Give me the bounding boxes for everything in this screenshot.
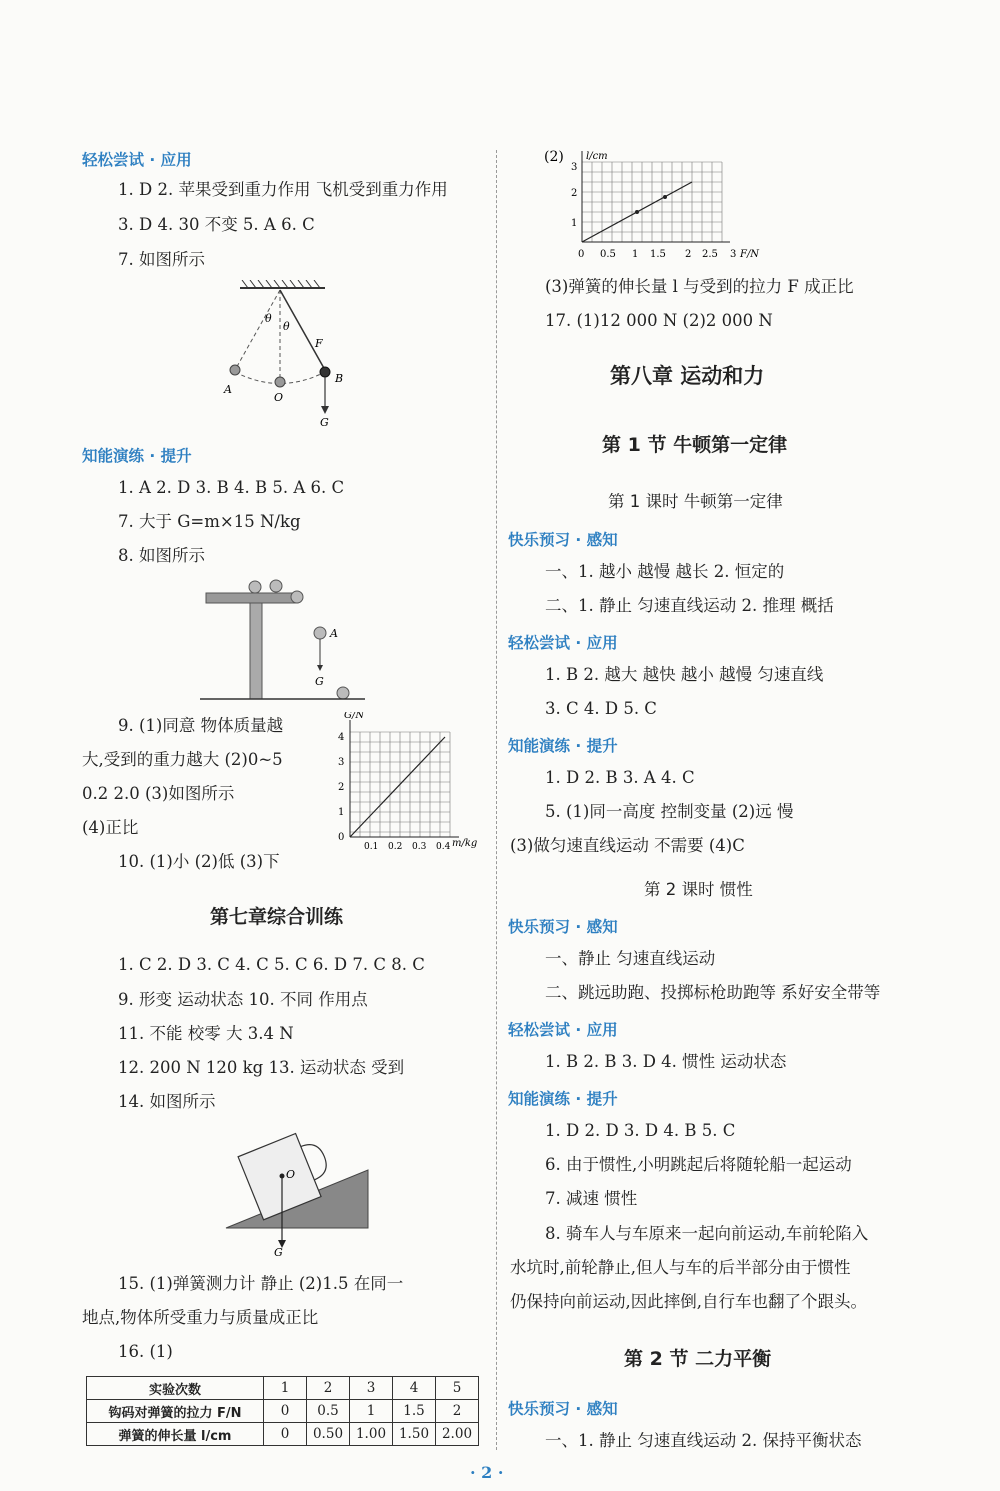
answer-line: 二、跳远助跑、投掷标枪助跑等 系好安全带等 <box>545 983 881 1002</box>
y-tick: 2 <box>338 782 345 793</box>
answer-line: 大,受到的重力越大 (2)0~5 <box>82 750 283 769</box>
answer-line: 14. 如图所示 <box>118 1092 216 1111</box>
section1-title: 第 1 节 牛顿第一定律 <box>602 434 788 456</box>
point-label: B <box>335 372 344 385</box>
table-cell: 0 <box>264 1400 307 1423</box>
pendulum-figure <box>210 280 370 430</box>
x-axis-label: m/kg <box>452 838 478 849</box>
x-tick: 0.4 <box>436 842 451 852</box>
table-cell: 2 <box>436 1400 479 1423</box>
spring-extension-graph <box>540 145 770 267</box>
chapter8-title: 第八章 运动和力 <box>610 364 765 388</box>
table-row-label: 实验次数 <box>87 1377 264 1400</box>
x-tick: 1 <box>632 249 639 260</box>
answer-line: 15. (1)弹簧测力计 静止 (2)1.5 在同一 <box>118 1274 404 1293</box>
x-tick: 0.3 <box>412 842 427 852</box>
answer-line: 3. D 4. 30 不变 5. A 6. C <box>118 215 315 234</box>
section-header-practice: 知能演练 · 提升 <box>508 737 618 755</box>
answer-line: 3. C 4. D 5. C <box>545 699 657 718</box>
table-cell: 1.00 <box>350 1423 393 1446</box>
y-tick: 1 <box>571 218 578 229</box>
section-header-easy-try: 轻松尝试 · 应用 <box>508 1021 618 1039</box>
answer-line: 5. (1)同一高度 控制变量 (2)远 慢 <box>545 802 794 821</box>
cup-on-incline-figure <box>222 1120 372 1260</box>
lesson2-title: 第 2 课时 惯性 <box>644 880 753 899</box>
table-cell: 2 <box>307 1377 350 1400</box>
answer-line: 9. (1)同意 物体质量越 <box>118 716 284 735</box>
x-tick: 2 <box>685 249 692 260</box>
answer-line: 地点,物体所受重力与质量成正比 <box>82 1308 319 1327</box>
gravity-label: G <box>320 416 329 429</box>
section-header-practice: 知能演练 · 提升 <box>508 1090 618 1108</box>
answer-line: 11. 不能 校零 大 3.4 N <box>118 1024 294 1043</box>
x-tick: 1.5 <box>650 249 666 260</box>
table-row-label: 弹簧的伸长量 l/cm <box>87 1423 264 1446</box>
table-cell: 2.00 <box>436 1423 479 1446</box>
table-cell: 1 <box>264 1377 307 1400</box>
x-tick: 3 <box>730 249 737 260</box>
section-header-preview: 快乐预习 · 感知 <box>508 1400 618 1418</box>
x-axis-label: F/N <box>740 249 760 260</box>
table-row <box>87 1377 479 1400</box>
answer-line: 7. 大于 G=m×15 N/kg <box>118 512 301 531</box>
answer-line: 7. 减速 惯性 <box>545 1189 638 1208</box>
answer-line: 1. C 2. D 3. C 4. C 5. C 6. D 7. C 8. C <box>118 955 425 974</box>
force-label: F <box>315 337 323 350</box>
y-axis-label: G/N <box>344 712 365 721</box>
chapter7-review-title: 第七章综合训练 <box>210 906 344 928</box>
table-cell: 3 <box>350 1377 393 1400</box>
answer-line: (4)正比 <box>82 818 139 837</box>
y-tick: 3 <box>338 757 345 768</box>
column-divider <box>496 150 497 1450</box>
answer-line: 6. 由于惯性,小明跳起后将随轮船一起运动 <box>545 1155 852 1174</box>
answer-line: (3)做匀速直线运动 不需要 (4)C <box>510 836 745 855</box>
answer-line: 8. 如图所示 <box>118 546 205 565</box>
answer-line: 12. 200 N 120 kg 13. 运动状态 受到 <box>118 1058 405 1077</box>
answer-line: 9. 形变 运动状态 10. 不同 作用点 <box>118 990 368 1009</box>
answer-line: 二、1. 静止 匀速直线运动 2. 推理 概括 <box>545 596 834 615</box>
lesson1-title: 第 1 课时 牛顿第一定律 <box>608 492 783 511</box>
answer-line: 1. D 2. B 3. A 4. C <box>545 768 695 787</box>
table-cell: 4 <box>393 1377 436 1400</box>
gravity-label: G <box>315 675 324 688</box>
answer-line: 一、1. 静止 匀速直线运动 2. 保持平衡状态 <box>545 1431 862 1450</box>
point-label: A <box>330 627 338 640</box>
answer-line: 10. (1)小 (2)低 (3)下 <box>118 852 280 871</box>
page-number: · 2 · <box>470 1463 504 1482</box>
answer-line: 1. B 2. B 3. D 4. 惯性 运动状态 <box>545 1052 787 1071</box>
section-header-preview: 快乐预习 · 感知 <box>508 531 618 549</box>
table-row-label: 钩码对弹簧的拉力 F/N <box>87 1400 264 1423</box>
x-tick: 0.1 <box>364 842 379 852</box>
theta-label: θ <box>265 312 272 325</box>
answer-line: 17. (1)12 000 N (2)2 000 N <box>545 311 773 330</box>
gravity-mass-graph <box>334 712 494 852</box>
section-header-practice: 知能演练 · 提升 <box>82 447 192 465</box>
answer-line: 一、1. 越小 越慢 越长 2. 恒定的 <box>545 562 785 581</box>
point-label: O <box>274 391 284 404</box>
answer-line: 仍保持向前运动,因此摔倒,自行车也翻了个跟头。 <box>510 1292 867 1311</box>
answer-line: 水坑时,前轮静止,但人与车的后半部分由于惯性 <box>510 1258 851 1277</box>
table-cell: 0 <box>264 1423 307 1446</box>
answer-line: 0.2 2.0 (3)如图所示 <box>82 784 235 803</box>
y-tick: 0 <box>338 832 345 843</box>
theta-label: θ <box>283 320 290 333</box>
table-row <box>87 1400 479 1423</box>
section2-title: 第 2 节 二力平衡 <box>624 1348 772 1370</box>
table-cell: 1.50 <box>393 1423 436 1446</box>
table-cell: 5 <box>436 1377 479 1400</box>
answer-line: 一、静止 匀速直线运动 <box>545 949 716 968</box>
answer-line: 7. 如图所示 <box>118 250 205 269</box>
section-header-easy-try: 轻松尝试 · 应用 <box>82 151 192 169</box>
x-tick: 0.5 <box>600 249 616 260</box>
falling-ball-figure <box>200 575 370 705</box>
x-tick: 2.5 <box>702 249 718 260</box>
answer-line: 1. D 2. D 3. D 4. B 5. C <box>545 1121 736 1140</box>
section-header-preview: 快乐预习 · 感知 <box>508 918 618 936</box>
answer-line: 16. (1) <box>118 1342 173 1361</box>
answer-line: 1. D 2. 苹果受到重力作用 飞机受到重力作用 <box>118 180 448 199</box>
spring-data-table <box>86 1376 479 1446</box>
y-axis-label: l/cm <box>586 151 608 162</box>
point-label: A <box>224 383 232 396</box>
center-label: O <box>286 1168 296 1181</box>
y-tick: 4 <box>338 732 345 743</box>
x-tick: 0 <box>578 249 585 260</box>
table-cell: 0.50 <box>307 1423 350 1446</box>
y-tick: 2 <box>571 188 578 199</box>
answer-line: 1. B 2. 越大 越快 越小 越慢 匀速直线 <box>545 665 824 684</box>
graph-prefix: (2) <box>544 149 564 165</box>
y-tick: 1 <box>338 807 345 818</box>
answer-line: (3)弹簧的伸长量 l 与受到的拉力 F 成正比 <box>545 277 854 296</box>
y-tick: 3 <box>571 162 578 173</box>
section-header-easy-try: 轻松尝试 · 应用 <box>508 634 618 652</box>
table-cell: 0.5 <box>307 1400 350 1423</box>
answer-line: 1. A 2. D 3. B 4. B 5. A 6. C <box>118 478 345 497</box>
gravity-label: G <box>274 1246 283 1259</box>
table-row <box>87 1423 479 1446</box>
table-cell: 1.5 <box>393 1400 436 1423</box>
answer-line: 8. 骑车人与车原来一起向前运动,车前轮陷入 <box>545 1224 869 1243</box>
table-cell: 1 <box>350 1400 393 1423</box>
x-tick: 0.2 <box>388 842 403 852</box>
